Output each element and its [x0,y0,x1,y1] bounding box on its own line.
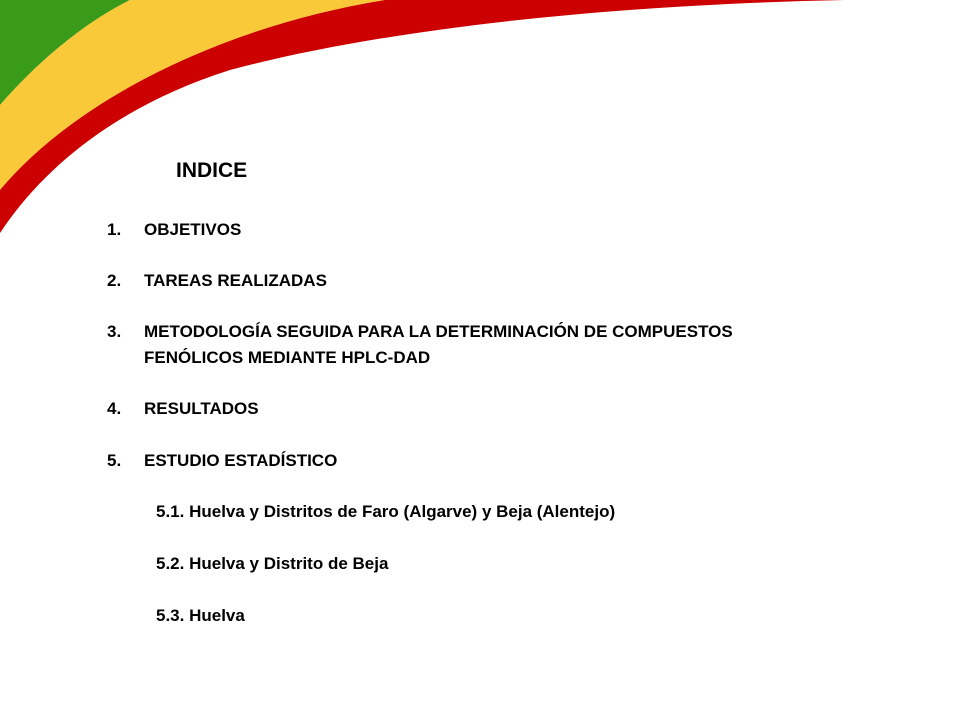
subitem-huelva-faro-beja: 5.1. Huelva y Distritos de Faro (Algarve) y Beja (Alentejo) [156,502,616,521]
subitem-huelva: 5.3. Huelva [156,606,245,625]
item-label: ESTUDIO ESTADÍSTICO [144,451,338,470]
item-number: 3. [107,322,122,341]
item-number: 5. [107,451,122,470]
item-label: RESULTADOS [144,399,259,418]
item-label: TAREAS REALIZADAS [144,271,327,290]
subitem-huelva-beja: 5.2. Huelva y Distrito de Beja [156,554,389,573]
item-number: 4. [107,399,122,418]
item-label-line-2: FENÓLICOS MEDIANTE HPLC-DAD [144,348,431,367]
item-number: 2. [107,271,122,290]
item-label-line-1: METODOLOGÍA SEGUIDA PARA LA DETERMINACIÓN DE COMPUESTOS [144,322,733,341]
item-label: OBJETIVOS [144,220,242,239]
item-number: 1. [107,220,122,239]
page-title: INDICE [176,159,248,182]
